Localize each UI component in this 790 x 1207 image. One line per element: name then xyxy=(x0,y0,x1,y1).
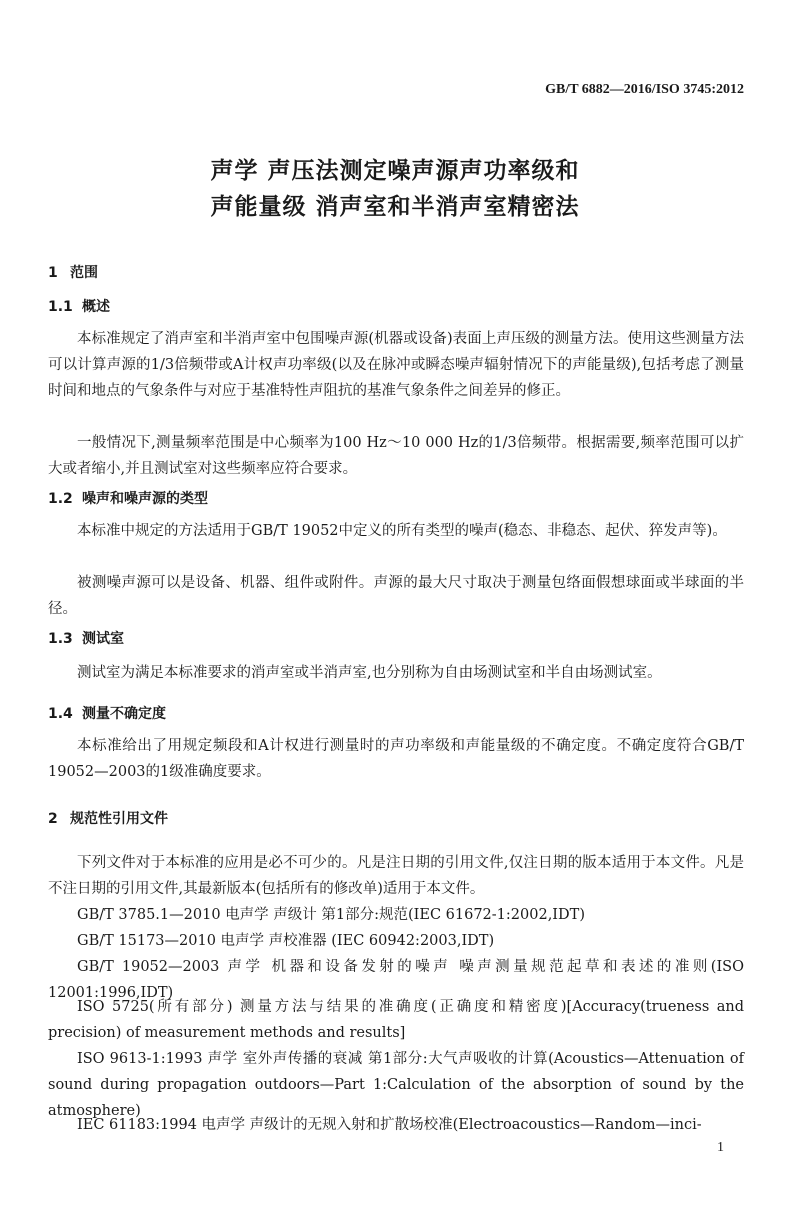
section-1-1-heading xyxy=(48,296,110,316)
section-title: 概述 xyxy=(82,299,110,315)
document-title-line-2: 声能量级 消声室和半消声室精密法 xyxy=(210,194,580,220)
section-1-3-heading xyxy=(48,628,124,648)
section-title: 测试室 xyxy=(82,631,124,647)
section-2-intro: 下列文件对于本标准的应用是必不可少的。凡是注日期的引用文件,仅注日期的版本适用于本文件。凡是不注日期的引用文件,其最新版本(包括所有的修改单)适用于本文件。 xyxy=(48,855,744,897)
section-number: 2 xyxy=(48,811,58,827)
section-number: 1.1 xyxy=(48,299,73,315)
section-number: 1 xyxy=(48,265,58,281)
section-title: 规范性引用文件 xyxy=(70,811,168,827)
section-1-1-paragraph-2: 一般情况下,测量频率范围是中心频率为100 Hz～10 000 Hz的1/3倍频带。根据需要,频率范围可以扩大或者缩小,并且测试室对这些频率应符合要求。 xyxy=(48,435,744,477)
page-number: 1 xyxy=(717,1140,724,1155)
section-number: 1.2 xyxy=(48,491,73,507)
section-1-4-paragraph-1: 本标准给出了用规定频段和A计权进行测量时的声功率级和声能量级的不确定度。不确定度符合GB/T 19052—2003的1级准确度要求。 xyxy=(48,738,744,780)
section-title: 测量不确定度 xyxy=(82,706,166,722)
section-number: 1.3 xyxy=(48,631,73,647)
section-1-2-heading xyxy=(48,488,208,508)
section-1-2-paragraph-2: 被测噪声源可以是设备、机器、组件或附件。声源的最大尺寸取决于测量包络面假想球面或半球面的半径。 xyxy=(48,575,744,617)
document-title-line-1: 声学 声压法测定噪声源声功率级和 xyxy=(210,158,580,184)
section-title: 噪声和噪声源的类型 xyxy=(82,491,208,507)
section-1-4-heading xyxy=(48,703,166,723)
reference-item: GB/T 15173—2010 电声学 声校准器 (IEC 60942:2003,IDT) xyxy=(77,933,495,949)
section-1-1-paragraph-1: 本标准规定了消声室和半消声室中包围噪声源(机器或设备)表面上声压级的测量方法。使用这些测量方法可以计算声源的1/3倍频带或A计权声功率级(以及在脉冲或瞬态噪声辐射情况下的声能量级),包括考虑了测量时间和地点的气象条件与对应于基准特性声阻抗的基准气象条件之间差异的修正。 xyxy=(48,331,744,399)
reference-item: ISO 5725(所有部分) 测量方法与结果的准确度(正确度和精密度)[Accuracy(trueness and precision) of measurement methods and results] xyxy=(48,999,744,1041)
section-1-3-paragraph-1: 测试室为满足本标准要求的消声室或半消声室,也分别称为自由场测试室和半自由场测试室。 xyxy=(77,665,662,681)
section-title: 范围 xyxy=(70,265,98,281)
section-2-heading xyxy=(48,808,168,828)
section-1-heading xyxy=(48,262,98,282)
reference-item: GB/T 3785.1—2010 电声学 声级计 第1部分:规范(IEC 61672-1:2002,IDT) xyxy=(77,907,585,923)
section-1-2-paragraph-1: 本标准中规定的方法适用于GB/T 19052中定义的所有类型的噪声(稳态、非稳态、起伏、猝发声等)。 xyxy=(77,523,727,539)
section-number: 1.4 xyxy=(48,706,73,722)
standard-number: GB/T 6882—2016/ISO 3745:2012 xyxy=(545,82,744,97)
reference-item: IEC 61183:1994 电声学 声级计的无规入射和扩散场校准(Electroacoustics—Random—inci- xyxy=(77,1117,702,1133)
reference-item: GB/T 19052—2003 声学 机器和设备发射的噪声 噪声测量规范起草和表述的准则(ISO 12001:1996,IDT) xyxy=(48,959,744,1001)
reference-item: ISO 9613-1:1993 声学 室外声传播的衰减 第1部分:大气声吸收的计算(Acoustics—Attenuation of sound during propagation outdoors—Part 1:Calculation of the absorption of sound by the atmosphere) xyxy=(48,1051,744,1119)
